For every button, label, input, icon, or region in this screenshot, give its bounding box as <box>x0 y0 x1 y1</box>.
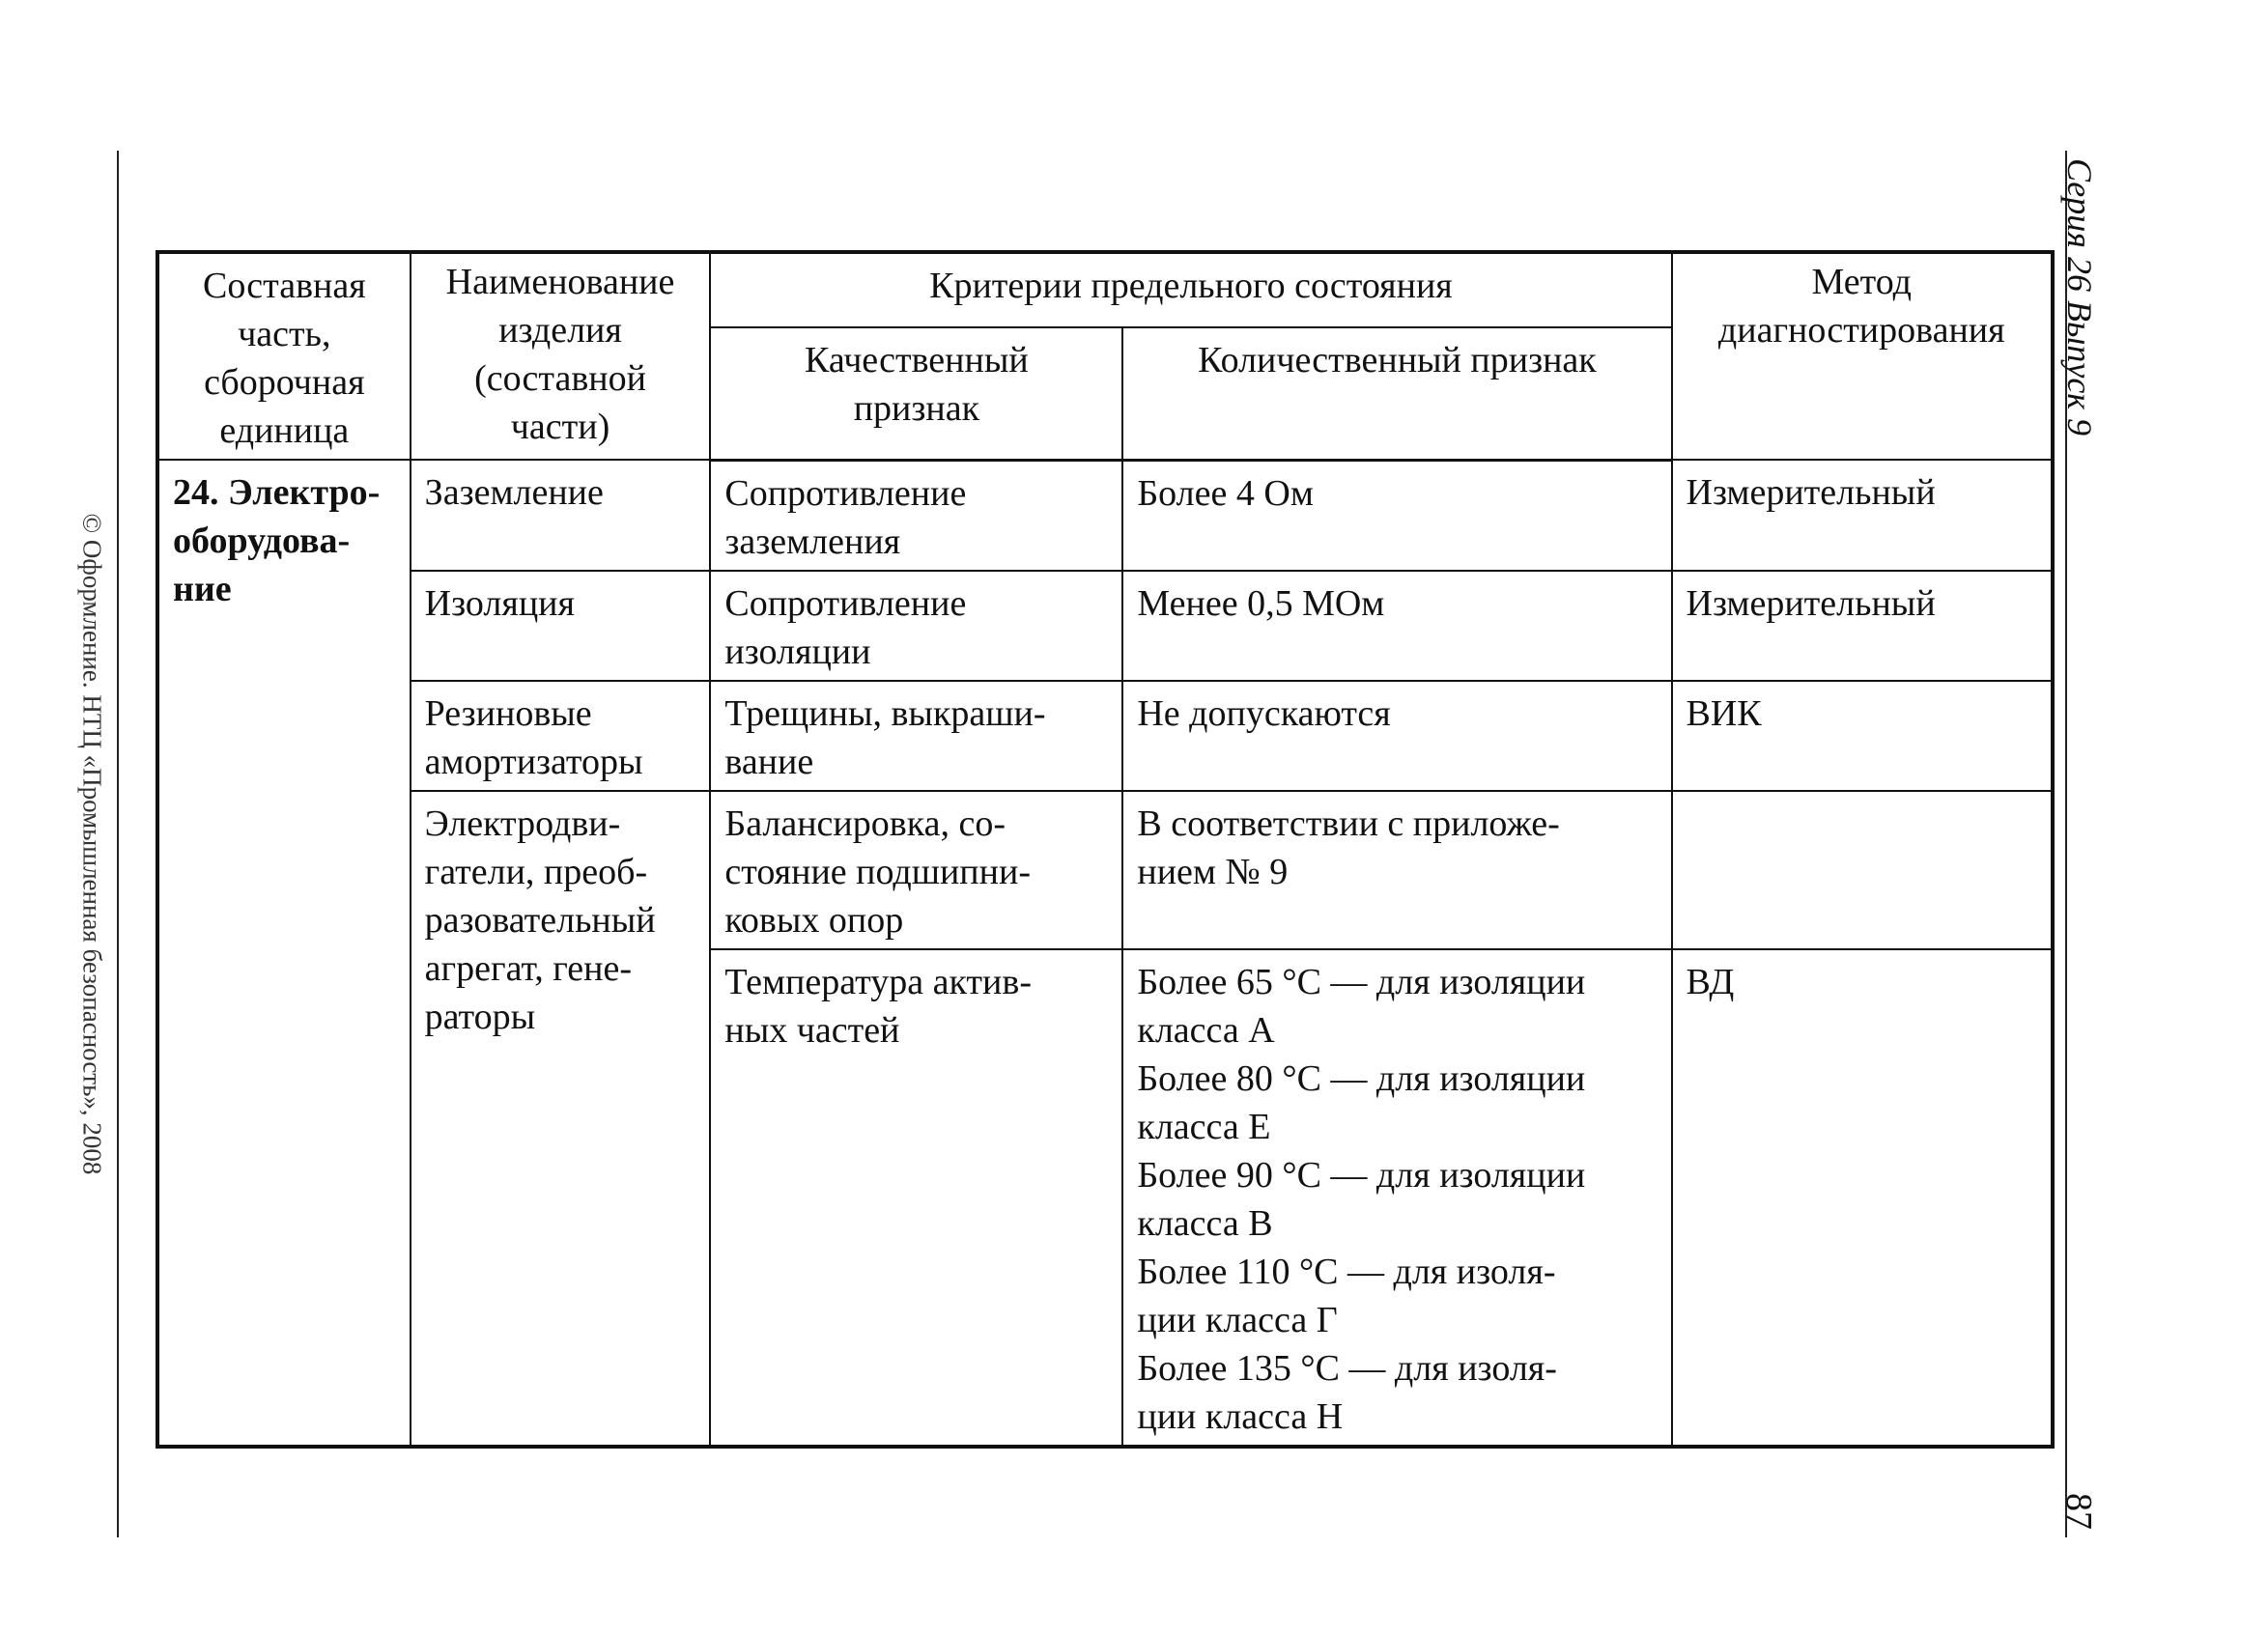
cell-method: ВД <box>1672 949 2053 1447</box>
header-criteria: Критерии предельного состояния <box>710 252 1671 327</box>
cell-product: Заземление <box>411 460 711 571</box>
table-row <box>157 571 2053 681</box>
left-margin-rule <box>117 151 119 1537</box>
cell-qualitative: Сопротивление заземления <box>710 460 1122 571</box>
cell-qualitative: Сопротивление изоляции <box>710 571 1122 681</box>
header-method: Метод диагностирования <box>1672 252 2053 460</box>
series-title: Серия 26 Выпуск 9 <box>2060 158 2099 436</box>
header-qualitative: Качественный признак <box>710 327 1122 460</box>
cell-quantitative: Не допускаются <box>1122 681 1671 791</box>
cell-qualitative: Балансировка, со- стояние подшипни- ковых опор <box>710 791 1122 949</box>
cell-method <box>1672 791 2053 949</box>
cell-quantitative: Менее 0,5 МОм <box>1122 571 1671 681</box>
cell-product: Электродви- гатели, преоб- разовательный агрегат, гене- раторы <box>411 791 711 1447</box>
left-margin <box>65 151 119 1537</box>
cell-method: ВИК <box>1672 681 2053 791</box>
cell-quantitative: Более 4 Ом <box>1122 460 1671 571</box>
header-product: Наименование изделия (составной части) <box>411 252 711 460</box>
table-row <box>157 460 2053 571</box>
cell-method: Измерительный <box>1672 460 2053 571</box>
table-header-row <box>157 252 2053 327</box>
cell-product: Изоляция <box>411 571 711 681</box>
cell-quantitative: В соответствии с приложе- нием № 9 <box>1122 791 1671 949</box>
right-margin <box>2058 151 2133 1537</box>
criteria-table <box>156 250 2055 1449</box>
cell-method: Измерительный <box>1672 571 2053 681</box>
table-row <box>157 791 2053 949</box>
header-quantitative: Количественный признак <box>1122 327 1671 460</box>
table-row <box>157 681 2053 791</box>
copyright-notice: © Оформление. НТЦ «Промышленная безопасность», 2008 <box>77 513 107 1175</box>
cell-qualitative: Трещины, выкраши- вание <box>710 681 1122 791</box>
header-component: Составная часть, сборочная единица <box>157 252 411 460</box>
group-label: 24. Электро- оборудова- ние <box>157 460 411 1447</box>
page-number: 87 <box>2058 1493 2099 1530</box>
cell-product: Резиновые амортизаторы <box>411 681 711 791</box>
cell-qualitative: Температура актив- ных частей <box>710 949 1122 1447</box>
cell-quantitative: Более 65 °С — для изоляции класса А Более 80 °С — для изоляции класса Е Более 90 °С — для изоляции класса В Более 110 °С — для изоля- ции класса Г Более 135 °С — для изоля- ции класса Н <box>1122 949 1671 1447</box>
